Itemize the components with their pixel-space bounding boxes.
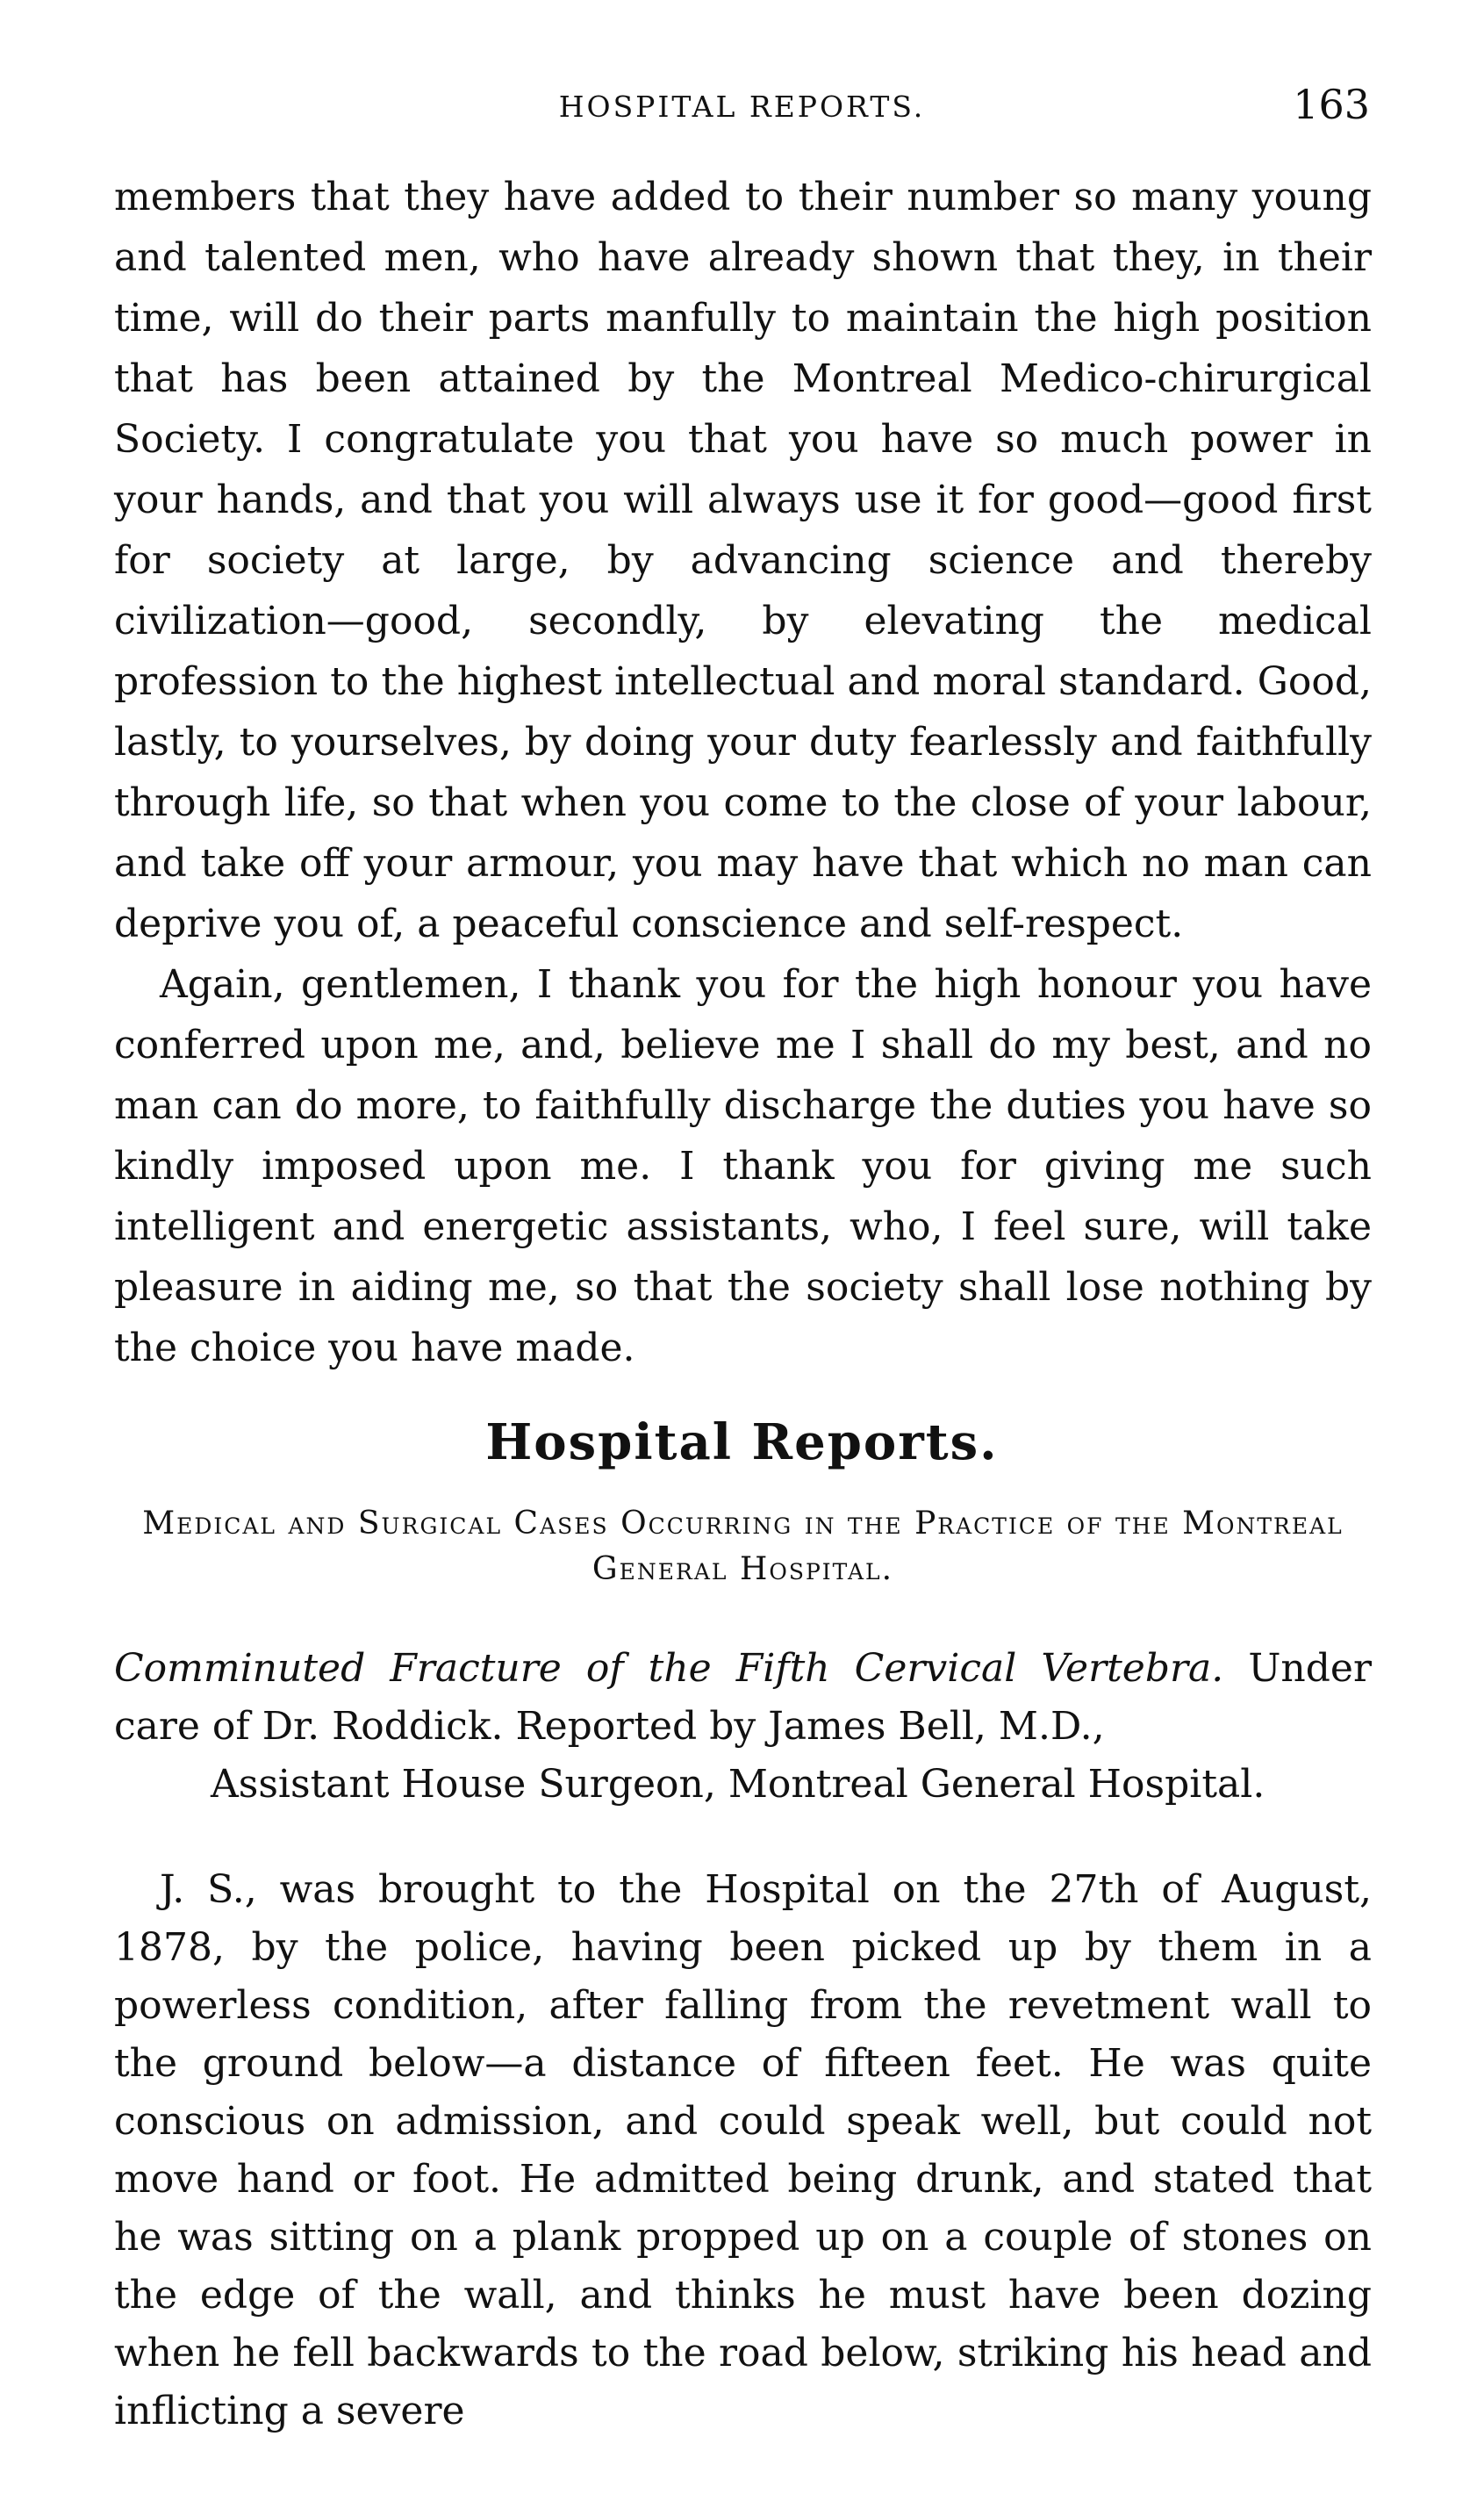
case-text bbox=[114, 1861, 1372, 2440]
paragraph-continued: members that they have added to their number so many young and talented men, who have already shown that they, in their time, will do their parts manfully to maintain the high position that has been attained by the Montreal Medico-chirurgical Society. I congratulate you that you have so much power in your hands, and that you will always use it for good—good first for society at large, by advancing science and thereby civilization—good, secondly, by elevating the medical profession to the highest intellectual and moral standard. Good, lastly, to yourselves, by doing your duty fearlessly and faithfully through life, so that when you come to the close of your labour, and take off your armour, you may have that which no man can deprive you of, a peaceful conscience and self-respect. bbox=[114, 175, 1372, 946]
case-under-care: Under care of Dr. Roddick. bbox=[114, 1646, 1372, 1749]
case-title: Comminuted Fracture of the Fifth Cervical Vertebra. bbox=[114, 1646, 1224, 1691]
case-reporter-position: Assistant House Surgeon, Montreal General Hospital. bbox=[211, 1762, 1265, 1807]
page-number: 163 bbox=[1293, 81, 1370, 128]
case-heading bbox=[114, 1640, 1372, 1814]
address-text bbox=[114, 167, 1372, 1378]
case-paragraph: J. S., was brought to the Hospital on the 27th of August, 1878, by the police, having been picked up by them in a powerless condition, after falling from the revetment wall to the ground below—a distance of fifteen feet. He was quite conscious on admission, and could speak well, but could not move hand or foot. He admitted being drunk, and stated that he was sitting on a plank propped up on a couple of stones on the edge of the wall, and thinks he must have been dozing when he fell backwards to the road below, striking his head and inflicting a severe bbox=[114, 1867, 1372, 2433]
section-title: Hospital Reports. bbox=[485, 1413, 999, 1471]
running-head bbox=[114, 81, 1370, 133]
paragraph: Again, gentlemen, I thank you for the high honour you have conferred upon me, and, believe me I shall do my best, and no man can do more, to faithfully discharge the duties you have so kindly imposed upon me. I thank you for giving me such intelligent and energetic assistants, who, I feel sure, will take pleasure in aiding me, so that the society shall lose nothing by the choice you have made. bbox=[114, 962, 1372, 1370]
case-reported-by: Reported by James Bell, M.D., bbox=[515, 1704, 1105, 1749]
section-subtitle: Medical and Surgical Cases Occurring in the Practice of the Montreal General Hospital. bbox=[142, 1506, 1344, 1587]
running-title: HOSPITAL REPORTS. bbox=[558, 90, 926, 124]
